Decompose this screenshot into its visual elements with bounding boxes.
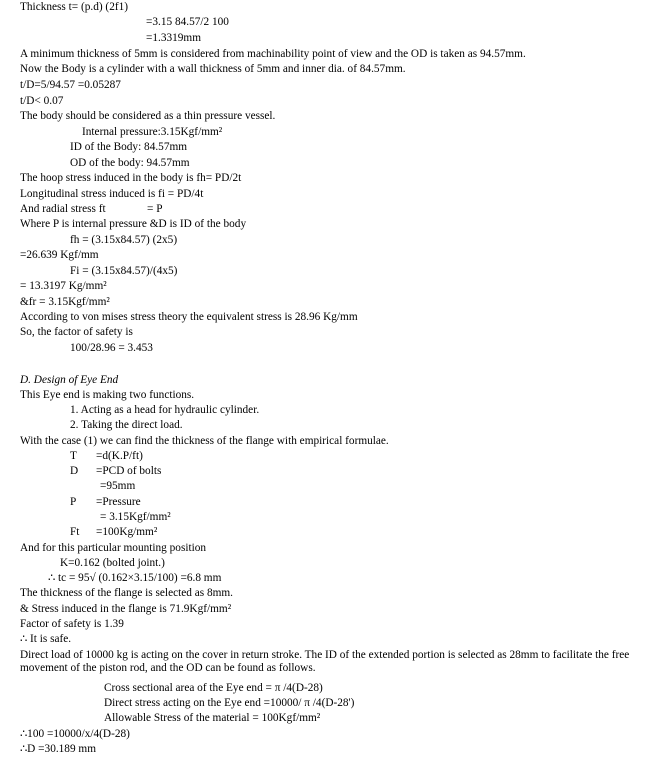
internal-pressure: Internal pressure:3.15Kgf/mm² [82,126,223,138]
id-of-body: ID of the Body: 84.57mm [70,141,188,153]
factor-of-safety-label: So, the factor of safety is [20,326,133,338]
section-d-heading: D. Design of Eye End [20,374,119,386]
od-of-body: OD of the body: 94.57mm [70,157,190,169]
min-thickness-note: A minimum thickness of 5mm is considered from machinability point of view and the OD is taken as 94.57mm. [20,48,526,60]
eye-end-intro: This Eye end is making two functions. [20,389,195,401]
thickness-formula: Thickness t= (p.d) (2f1) [20,1,129,13]
eye-end-function-1: 1. Acting as a head for hydraulic cylinder. [70,404,260,416]
safe-note: ∴ It is safe. [20,633,72,645]
thickness-calc: =3.15 84.57/2 100 [146,16,229,28]
hoop-stress: The hoop stress induced in the body is fh= PD/2t [20,172,242,184]
cross-sectional-area: Cross sectional area of the Eye end = π /4(D-28) [104,682,323,694]
radial-stress-label: And radial stress ft [20,203,106,215]
var-p-value: = 3.15Kgf/mm² [100,511,171,523]
radial-stress [20,203,162,216]
var-ft-symbol: Ft [70,526,80,538]
direct-load-note: Direct load of 10000 kg is acting on the cover in return stroke. The ID of the extended portion is selected as 28mm to facilitate the free movement of the piston rod, and the OD can be found as follows. [20,649,630,674]
flange-thickness-selected: The thickness of the flange is selected as 8mm. [20,587,234,599]
tc-calc: ∴ tc = 95√ (0.162×3.15/100) =6.8 mm [48,572,222,584]
t-over-d-limit: t/D< 0.07 [20,95,64,107]
von-mises-note: According to von mises stress theory the equivalent stress is 28.96 Kg/mm [20,311,358,323]
longitudinal-stress: Longitudinal stress induced is fi = PD/4t [20,188,204,200]
k-value: K=0.162 (bolted joint.) [60,557,165,569]
var-d-definition: =PCD of bolts [96,465,162,477]
var-p-symbol: P [70,496,77,508]
where-note: Where P is internal pressure &D is ID of the body [20,218,247,230]
empirical-formula-note: With the case (1) we can find the thickness of the flange with empirical formulae. [20,435,389,447]
equation-1: ∴100 =10000/x/4(D-28) [20,728,130,740]
direct-stress: Direct stress acting on the Eye end =10000/ π /4(D-28') [104,697,355,709]
eye-end-function-2: 2. Taking the direct load. [70,419,183,431]
var-ft-row [70,526,157,539]
var-d-symbol: D [70,465,79,477]
body-cylinder-note: Now the Body is a cylinder with a wall thickness of 5mm and inner dia. of 84.57mm. [20,63,406,75]
fr-result: &fr = 3.15Kgf/mm² [20,296,110,308]
fi-result: = 13.3197 Kg/mm² [20,280,107,292]
var-p-row [70,496,141,509]
flange-factor-of-safety: Factor of safety is 1.39 [20,618,124,630]
fi-calc: Fi = (3.15x84.57)/(4x5) [70,265,178,277]
fh-result: =26.639 Kgf/mm [20,249,99,261]
var-d-value: =95mm [100,480,136,492]
var-t-row [70,450,143,463]
var-d-row [70,465,161,478]
thickness-result: =1.3319mm [146,32,202,44]
mounting-note: And for this particular mounting position [20,542,207,554]
flange-stress: & Stress induced in the flange is 71.9Kgf/mm² [20,603,232,615]
radial-stress-value: = P [147,203,163,215]
var-p-definition: =Pressure [96,496,141,508]
thin-vessel-note: The body should be considered as a thin pressure vessel. [20,110,276,122]
t-over-d: t/D=5/94.57 =0.05287 [20,79,121,91]
equation-2: ∴D =30.189 mm [20,743,97,755]
var-t-definition: =d(K.P/ft) [96,450,143,462]
fh-calc: fh = (3.15x84.57) (2x5) [70,234,178,246]
allowable-stress: Allowable Stress of the material = 100Kgf/mm² [104,712,321,724]
var-t-symbol: T [70,450,77,462]
var-ft-definition: =100Kg/mm² [96,526,158,538]
factor-of-safety-calc: 100/28.96 = 3.453 [70,342,153,354]
